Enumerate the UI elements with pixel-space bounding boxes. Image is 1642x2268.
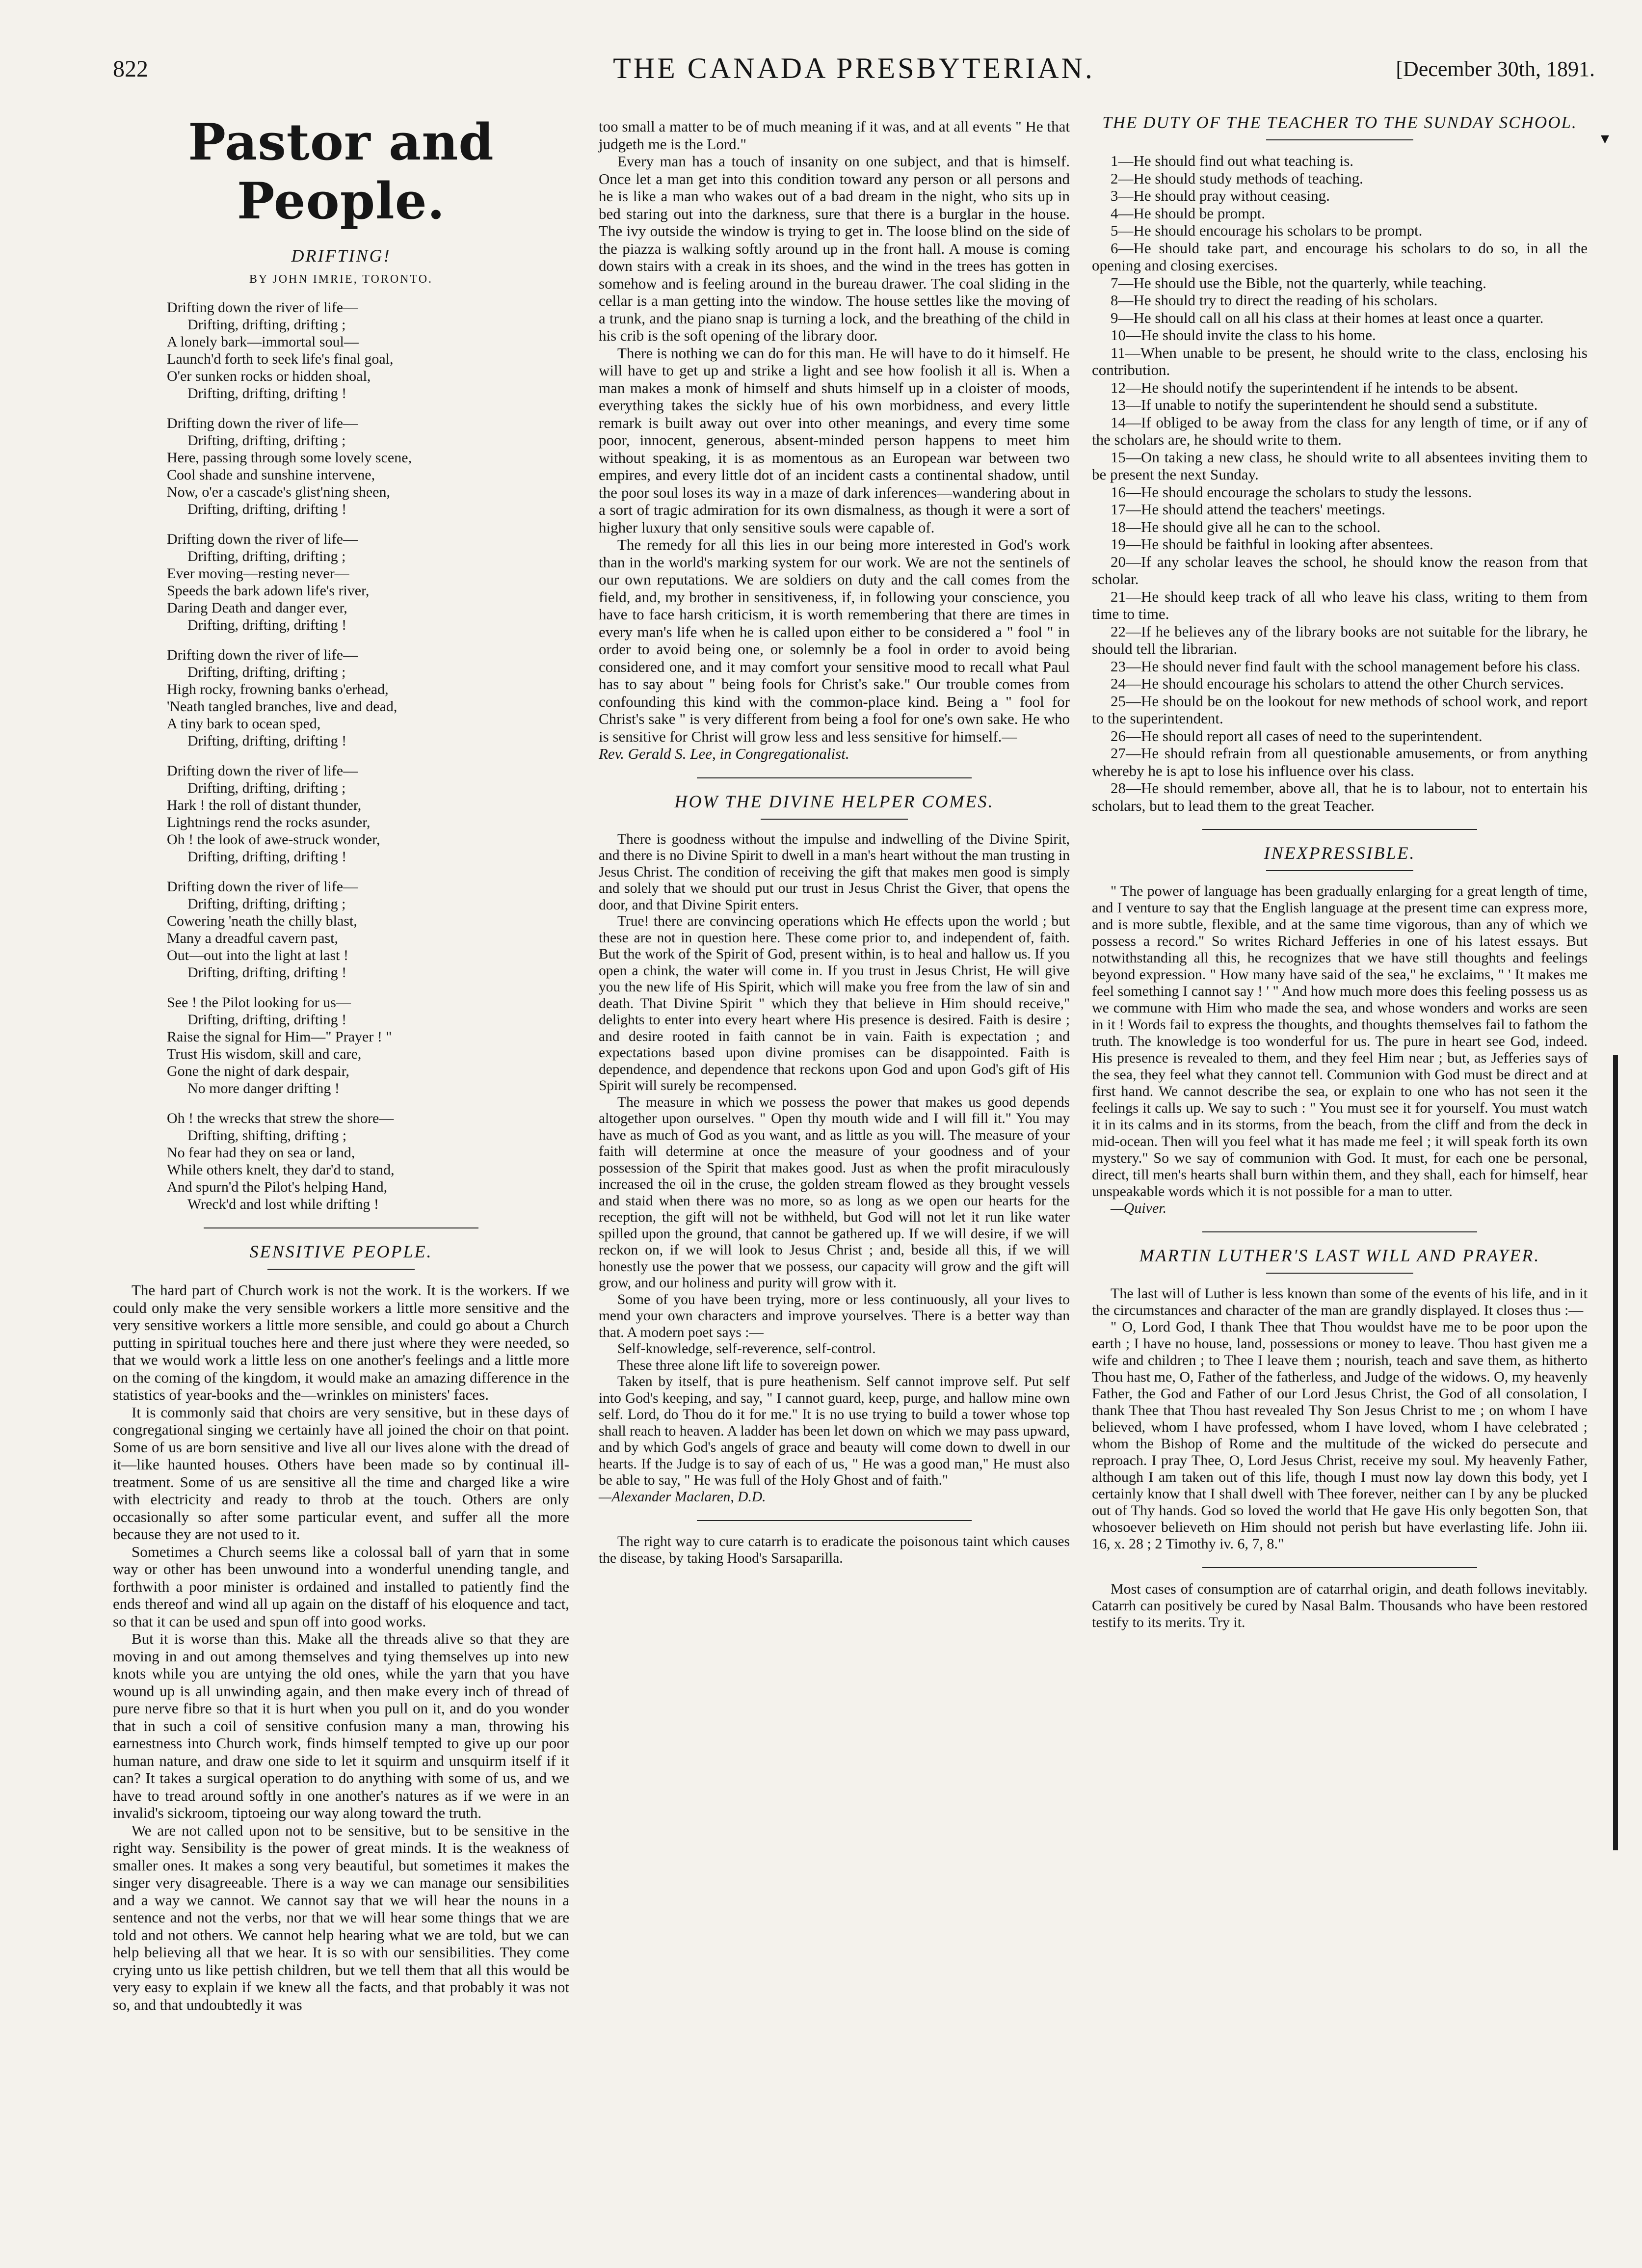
poem-line: No more danger drifting !	[187, 1080, 340, 1096]
duty-item: 27—He should refrain from all questionable amusements, or from anything whereby he is apt to lose his influence over his class.	[1092, 745, 1588, 779]
section-divider	[697, 1520, 972, 1521]
article-inexpressible	[1092, 883, 1588, 1217]
duty-item: 21—He should keep track of all who leave his class, writing to them from time to time.	[1092, 587, 1588, 622]
duty-item: 7—He should use the Bible, not the quarterly, while teaching.	[1111, 274, 1486, 292]
duty-item: 13—If unable to notify the superintendent he should send a substitute.	[1111, 396, 1538, 413]
poem-line: Lightnings rend the rocks asunder,	[167, 814, 371, 830]
poem-line: Drifting, drifting, drifting ;	[187, 432, 346, 449]
poem-byline: BY JOHN IMRIE, TORONTO.	[249, 273, 433, 286]
poem-line: No fear had they on sea or land,	[167, 1145, 355, 1161]
duty-item: 15—On taking a new class, he should write to all absentees inviting them to be present the next Sunday.	[1092, 448, 1588, 483]
poem-line: Cool shade and sunshine intervene,	[167, 467, 375, 483]
article-title-divine: HOW THE DIVINE HELPER COMES.	[674, 791, 994, 811]
paragraph: There is nothing we can do for this man. He will have to do it himself. He will have to get up and strike a light and see how foolish it all is. When a man makes a monk of himself and shuts himself up in a cloister of moods, everything takes the sickly hue of his own morbidness, and every little remark is built away out over into other meanings, and every time some poor, innocent, generous, absent-minded person happens to meet him without speaking, it is as momentous as an European war between two empires, and every little dot of an incident casts a continental shadow, until the poor soul loses its way in a maze of dark inferences—wandering about in a sort of tragic admiration for its own dismalness, as though it were a sort of higher luxury that only sensitive souls were capable of.	[599, 344, 1070, 536]
duty-item: 25—He should be on the lookout for new methods of school work, and report to the superintendent.	[1092, 692, 1588, 727]
duty-item: 20—If any scholar leaves the school, he should know the reason from that scholar.	[1092, 553, 1588, 587]
poem-body	[167, 299, 569, 1213]
poem-line: Oh ! the wrecks that strew the shore—	[167, 1110, 394, 1126]
advertisement-nasal-balm	[1092, 1581, 1588, 1631]
ad-text: The right way to cure catarrh is to eradicate the poisonous taint which causes the disease, by taking Hood's Sarsaparilla.	[599, 1534, 1070, 1566]
duty-item: 23—He should never find fault with the school management before his class.	[1111, 657, 1581, 675]
poem-line: Drifting, drifting, drifting !	[187, 501, 347, 517]
poem-line: Drifting down the river of life—	[167, 647, 358, 663]
poem-stanza	[167, 531, 569, 634]
poem-stanza	[167, 878, 569, 981]
poem-title: DRIFTING!	[291, 246, 391, 266]
paragraph: " O, Lord God, I thank Thee that Thou wouldst have me to be poor upon the earth ; I have no house, land, possessions or money to leave. Thou hast given me a wife and children ; to Thee I leave them ; nourish, teach and save them, as hitherto Thou hast me, O, Father of the fatherless, and Judge of the widows. O, my heavenly Father, the God and Father of our Lord Jesus Christ, the God of all consolation, I thank Thee that Thou hast revealed Thy Son Jesus Christ to me ; on whom I have believed, whom I have professed, whom I have loved, whom I have celebrated ; whom the Bishop of Rome and the multitude of the wicked do persecute and reproach. I pray Thee, O, Lord Jesus Christ, receive my soul. My heavenly Father, although I am taken out of this life, though I must now lay down this body, yet I certainly know that I shall dwell with Thee forever, neither can I by any be plucked out of Thy hands. God so loved the world that He gave His only begotten Son, that whosoever believeth on Him should not perish but have everlasting life. John iii. 16, x. 28 ; 2 Timothy iv. 6, 7, 8."	[1092, 1319, 1588, 1552]
title-rule	[1266, 870, 1413, 871]
poem-stanza	[167, 415, 569, 518]
poem-line: O'er sunken rocks or hidden shoal,	[167, 368, 371, 384]
poem-line: Drifting, drifting, drifting !	[187, 385, 347, 401]
duty-item: 28—He should remember, above all, that he is to labour, not to entertain his scholars, but to lead them to the great Teacher.	[1092, 779, 1588, 814]
poem-line: Speeds the bark adown life's river,	[167, 583, 370, 599]
article-title-sensitive: SENSITIVE PEOPLE.	[249, 1242, 433, 1261]
paragraph: Some of you have been trying, more or less continuously, all your lives to mend your own characters and improve yourselves. There is a better way than that. A modern poet says :—	[599, 1291, 1070, 1340]
duty-item: 3—He should pray without ceasing.	[1111, 187, 1330, 204]
title-rule	[1266, 139, 1413, 140]
duty-item: 18—He should give all he can to the school.	[1111, 518, 1381, 535]
paragraph: Taken by itself, that is pure heathenism. Self cannot improve self. Put self into God's keeping, and say, " I cannot guard, keep, purge, and hallow mine own self. Lord, do Thou do it for me." It is no use trying to build a tower whose top shall reach to heaven. A ladder has been let down on which we may pass upward, and by which God's angels of grace and beauty will come down to dwell in our hearts. If the Judge is to say of each of us, " He was a good man," He must also be able to say, " He was full of the Holy Ghost and of faith."	[599, 1374, 1070, 1488]
poem-line: Drifting down the river of life—	[167, 763, 358, 779]
poem-line: Drifting, drifting, drifting !	[187, 1012, 347, 1028]
margin-bar	[1613, 1055, 1618, 1850]
paragraph: There is goodness without the impulse and indwelling of the Divine Spirit, and there is no Divine Spirit to dwell in a man's heart without the man trusting in Jesus Christ. The condition of receiving the gift that makes men good is simply and solely that we should put our trust in Jesus Christ the Giver, that opens the door, and that Divine Spirit enters.	[599, 831, 1070, 913]
section-divider	[1202, 1231, 1477, 1232]
poem-line: Gone the night of dark despair,	[167, 1063, 350, 1079]
paragraph: But it is worse than this. Make all the threads alive so that they are moving in and out among themselves and tying themselves up into new knots while you are untying the old ones, while the yarn that you have wound up is all unwinding again, and then make every inch of thread of pure nerve fibre so that it is hurt when you pull on it, and do you wonder that in such a coil of sensitive confusion many a man, throwing his earnestness into Church work, finds himself tempted to give up our poor human nature, and draw one side to let it squirm and unsquirm itself if it can? It takes a surgical operation to do anything with some of us, and we have to tread around softly in one another's natures as if we were in an invalid's sickroom, tiptoeing our way along toward the truth.	[113, 1630, 569, 1821]
duty-item: 6—He should take part, and encourage his scholars to do so, in all the opening and closing exercises.	[1092, 239, 1588, 274]
duty-item: 24—He should encourage his scholars to attend the other Church services.	[1111, 675, 1564, 692]
column-2	[599, 118, 1070, 1567]
article-divine	[599, 831, 1070, 1506]
poem-line: Here, passing through some lovely scene,	[167, 450, 412, 466]
title-rule	[267, 1269, 415, 1270]
column-3	[1092, 113, 1588, 1631]
poem-line: Drifting, drifting, drifting !	[187, 617, 347, 633]
poem-line: Cowering 'neath the chilly blast,	[167, 913, 357, 929]
paragraph: The hard part of Church work is not the work. It is the workers. If we could only make the very sensible workers a little more sensitive and the very sensitive workers a little more sensible, and could go about a Church putting in spiritual touches here and there just where they were needed, so that we would work a little less on one another's feelings and a little more on the coming of the kingdom, it would make an amazing difference in the statistics of year-books and the—wrinkles on ministers' faces.	[113, 1281, 569, 1403]
poem-stanza	[167, 299, 569, 402]
poem-line: Raise the signal for Him—" Prayer ! "	[167, 1029, 392, 1045]
poem-line: Now, o'er a cascade's glist'ning sheen,	[167, 484, 390, 500]
article-title-duty: THE DUTY OF THE TEACHER TO THE SUNDAY SCHOOL.	[1102, 113, 1577, 132]
duty-list	[1092, 152, 1588, 814]
poem-line: See ! the Pilot looking for us—	[167, 994, 351, 1011]
section-masthead: Pastor and People.	[188, 113, 494, 231]
paragraph: too small a matter to be of much meaning if it was, and at all events " He that judgeth me is the Lord."	[599, 118, 1070, 153]
attribution: —Alexander Maclaren, D.D.	[599, 1489, 766, 1505]
attribution: —Quiver.	[1111, 1200, 1167, 1216]
paragraph: Every man has a touch of insanity on one subject, and that is himself. Once let a man get into this condition toward any person or all persons and he is like a man who wakes out of a bad dream in the night, who sits up in bed staring out into the darkness, sure that there is a burglar in the house. The ivy outside the window is trying to get in. The loose blind on the side of the piazza is walking softly around up in the front hall. A mouse is coming down stairs with a creak in its shoes, and the wind in the trees has gotten in somehow and is feeling around in the bureau drawer. The coal sliding in the cellar is a man getting into the window. The house settles like the moving of a trunk, and the piano snap is turning a lock, and the breathing of the child in his crib is the soft opening of the library door.	[599, 153, 1070, 344]
poem-line: Drifting, drifting, drifting ;	[187, 896, 346, 912]
article-luther	[1092, 1285, 1588, 1552]
duty-item: 17—He should attend the teachers' meetings.	[1111, 501, 1385, 518]
poem-line: Drifting down the river of life—	[167, 879, 358, 895]
duty-item: 11—When unable to be present, he should write to the class, enclosing his contribution.	[1092, 344, 1588, 378]
poem-line: Drifting, shifting, drifting ;	[187, 1127, 347, 1144]
article-title-inexpressible: INEXPRESSIBLE.	[1264, 843, 1416, 863]
section-divider	[1202, 829, 1477, 830]
duty-item: 8—He should try to direct the reading of his scholars.	[1111, 292, 1438, 309]
article-title-luther: MARTIN LUTHER'S LAST WILL AND PRAYER.	[1139, 1246, 1540, 1265]
section-divider	[1202, 1567, 1477, 1568]
poem-line: Trust His wisdom, skill and care,	[167, 1046, 362, 1062]
poem-line: Hark ! the roll of distant thunder,	[167, 797, 362, 813]
poem-line: A tiny bark to ocean sped,	[167, 716, 321, 732]
duty-item: 14—If obliged to be away from the class for any length of time, or if any of the scholars are, he should write to them.	[1092, 413, 1588, 448]
article-sensitive-continued	[599, 118, 1070, 763]
duty-item: 1—He should find out what teaching is.	[1111, 152, 1354, 169]
poem-line: Daring Death and danger ever,	[167, 600, 347, 616]
paragraph: It is commonly said that choirs are very sensitive, but in these days of congregational singing we certainly have all joined the choir on that point. Some of us are born sensitive and live all our lives alone with the dread of it—like haunted houses. Others have been made so by continual ill-treatment. Some of us are sensitive all the time and charged like a wire with electricity and ready to throb at the touch. Others are only occasionally so after some particular event, and suffer all the more because they are not used to it.	[113, 1403, 569, 1543]
poem-line: Drifting, drifting, drifting !	[187, 849, 347, 865]
poem-line: Out—out into the light at last !	[167, 947, 348, 963]
poem-line: Wreck'd and lost while drifting !	[187, 1196, 379, 1212]
duty-item: 26—He should report all cases of need to the superintendent.	[1111, 727, 1483, 745]
duty-item: 10—He should invite the class to his home.	[1111, 326, 1376, 344]
ad-text: Most cases of consumption are of catarrhal origin, and death follows inevitably. Catarrh can positively be cured by Nasal Balm. Thousands who have been restored testify to its merits. Try it.	[1092, 1581, 1588, 1630]
poem-line: Drifting down the river of life—	[167, 415, 358, 431]
poem-line: High rocky, frowning banks o'erhead,	[167, 681, 389, 697]
poem-line: Drifting, drifting, drifting !	[187, 964, 347, 981]
article-sensitive	[113, 1281, 569, 2013]
poem-line: A lonely bark—immortal soul—	[167, 334, 359, 350]
poem-line: Ever moving—resting never—	[167, 565, 349, 582]
duty-item: 22—If he believes any of the library books are not suitable for the library, he should tell the librarian.	[1092, 622, 1588, 657]
poem-line: Launch'd forth to seek life's final goal,	[167, 351, 394, 367]
section-divider	[204, 1227, 478, 1228]
poem-line: Many a dreadful cavern past,	[167, 930, 339, 946]
attribution: Rev. Gerald S. Lee, in Congregationalist.	[599, 745, 849, 762]
paragraph: True! there are convincing operations which He effects upon the world ; but these are not in question here. These come prior to, and independent of, faith. But the work of the Spirit of God, present within, is to heal and hallow us. If you open a chink, the water will come in. If you trust in Jesus Christ, He will give you the new life of His Spirit, which will make you free from the law of sin and death. That Divine Spirit " which they that believe in Him should receive," delights to enter into every heart where His presence is desired. Faith is desire ; and desire rooted in faith cannot be in vain. Faith is expectation ; and expectations based upon divine promises can be disappointed. Faith is dependence, and dependence that reckons upon God and upon God's gift of His Spirit will surely be recompensed.	[599, 913, 1070, 1094]
poem-line: While others knelt, they dar'd to stand,	[167, 1162, 395, 1178]
poem-line: Drifting, drifting, drifting !	[187, 733, 347, 749]
page-number: 822	[113, 56, 148, 82]
poem-line: And spurn'd the Pilot's helping Hand,	[167, 1179, 388, 1195]
column-1	[113, 113, 569, 2013]
duty-item: 12—He should notify the superintendent if he intends to be absent.	[1111, 378, 1518, 396]
issue-date: [December 30th, 1891.	[1396, 57, 1595, 81]
paragraph: The remedy for all this lies in our being more interested in God's work than in the world's marking system for our work. We are not the sentinels of our own reputations. We are soldiers on duty and the call comes from the field, and, my brother in sensitiveness, if, in following your conscience, you have to face harsh criticism, it is worth remembering that there are times in every man's life when he is called upon either to be considered a " fool " in order to avoid being one, or solemnly be a fool in order to avoid being considered one, and it may comfort your sensitive mood to recall what Paul has to say about " being fools for Christ's sake." Our trouble comes from confounding this kind with the common-place kind. Being a " fool for Christ's sake " is very different from being a fool for one's own sake. He who is sensitive for Christ will grow less and less sensitive for himself.—	[599, 536, 1070, 745]
advertisement-hoods	[599, 1534, 1070, 1567]
poem-line: Drifting, drifting, drifting ;	[187, 548, 346, 564]
poem-line: Drifting, drifting, drifting ;	[187, 664, 346, 680]
paragraph: The last will of Luther is less known than some of the events of his life, and in it the circumstances and character of the man are grandly displayed. It closes thus :—	[1092, 1285, 1588, 1318]
poem-stanza	[167, 1110, 569, 1213]
section-divider	[697, 777, 972, 778]
duty-item: 2—He should study methods of teaching.	[1111, 169, 1363, 187]
quote-line: These three alone lift life to sovereign power.	[617, 1357, 880, 1373]
poem-stanza	[167, 646, 569, 749]
paragraph: The measure in which we possess the power that makes us good depends altogether upon ourselves. " Open thy mouth wide and I will fill it." You may have as much of God as you want, and as little as you will. The measure of your faith will determine at once the measure of your goodness and of your possession of the Spirit that makes good. Just as when the profit miraculously increased the oil in the cruse, the golden stream flowed as they brought vessels and staid when there was no more, so as long as we open our hearts for the reception, the gift will not be withheld, but God will not let it run like water spilled upon the ground, that cannot be gathered up. If we will desire, if we will reckon on, if we will look to Jesus Christ ; and, beside all this, if we will honestly use the power that we possess, our capacity will grow and the gift will grow, and our holiness and purity will grow with it.	[599, 1094, 1070, 1291]
paragraph: We are not called upon not to be sensitive, but to be sensitive in the right way. Sensibility is the power of great minds. It is the weakness of smaller ones. It makes a song very beautiful, but sometimes it makes the singer very disagreeable. There is a way we can manage our sensibilities and a way we cannot. We cannot say that we will hear the nouns in a sentence and not the verbs, nor that we will hear some things that we are told and not others. We cannot help hearing what we are told, but we can help believing all that we hear. It is so with our sensibilities. They come crying unto us like pettish children, but we tell them that all this would be very easy to explain if we knew all the facts, and that probably it was not so, and that undoubtedly it was	[113, 1821, 569, 2013]
title-rule	[1266, 1273, 1413, 1274]
poem-stanza	[167, 994, 569, 1097]
poem-line: Drifting, drifting, drifting ;	[187, 780, 346, 796]
duty-item: 4—He should be prompt.	[1111, 204, 1266, 222]
poem-line: Oh ! the look of awe-struck wonder,	[167, 831, 380, 848]
paragraph: " The power of language has been gradually enlarging for a great length of time, and I venture to say that the English language at the present time can express more, and is more subtle, flexible, and at the same time vigorous, than any of which we possess a record." So writes Richard Jefferies in one of his latest essays. But notwithstanding all this, he recognizes that we have still thoughts and feelings beyond expression. " How many have said of the sea," he exclaims, " ' It makes me feel something I cannot say ! ' " And how much more does this feeling possess us as we commune with Him who made the sea, and whose wonders and works are seen in it ! Words fail to express the thoughts, and thoughts themselves fail to fathom the truth. The knowledge is too wonderful for us. The pure in heart see God, indeed. His presence is revealed to them, and they feel Him near ; but, as Jefferies says of the sea, they feel what they cannot tell. Communion with God must be direct and at first hand. We cannot describe the sea, or explain to one who has not seen it the feelings it calls up. We say to such : " You must see it for yourself. You must watch it in its calms and in its storms, from the beach, from the cliff and from the deck in mid-ocean. Then will you feel what it has made me feel ; it will speak forth its own mystery." So we say of communion with God. It must, for each one be personal, direct, till men's hearts shall burn within them, and they shall, each for himself, hear unspeakable words which it is not possible for a man to utter.	[1092, 883, 1588, 1200]
duty-item: 19—He should be faithful in looking after absentees.	[1111, 535, 1433, 553]
paragraph: Sometimes a Church seems like a colossal ball of yarn that in some way or other has been unwound into a wonderful unending tangle, and forthwith a poor minister is ordained and installed to patiently find the ends thereof and wind all up again on the distaff of his eloquence and tact, so that it can be used and spun off into good works.	[113, 1543, 569, 1630]
poem-line: Drifting down the river of life—	[167, 299, 358, 316]
newspaper-title: THE CANADA PRESBYTERIAN.	[613, 52, 1095, 84]
poem-stanza	[167, 762, 569, 865]
duty-item: 5—He should encourage his scholars to be prompt.	[1111, 222, 1423, 239]
duty-item: 16—He should encourage the scholars to study the lessons.	[1111, 483, 1472, 501]
page-header	[113, 52, 1595, 96]
poem-line: 'Neath tangled branches, live and dead,	[167, 698, 397, 715]
poem-line: Drifting down the river of life—	[167, 531, 358, 547]
pencil-mark: ▾	[1601, 130, 1610, 148]
poem-line: Drifting, drifting, drifting ;	[187, 317, 346, 333]
title-rule	[761, 819, 908, 820]
duty-item: 9—He should call on all his class at their homes at least once a quarter.	[1111, 309, 1544, 326]
quote-line: Self-knowledge, self-reverence, self-control.	[617, 1341, 876, 1357]
